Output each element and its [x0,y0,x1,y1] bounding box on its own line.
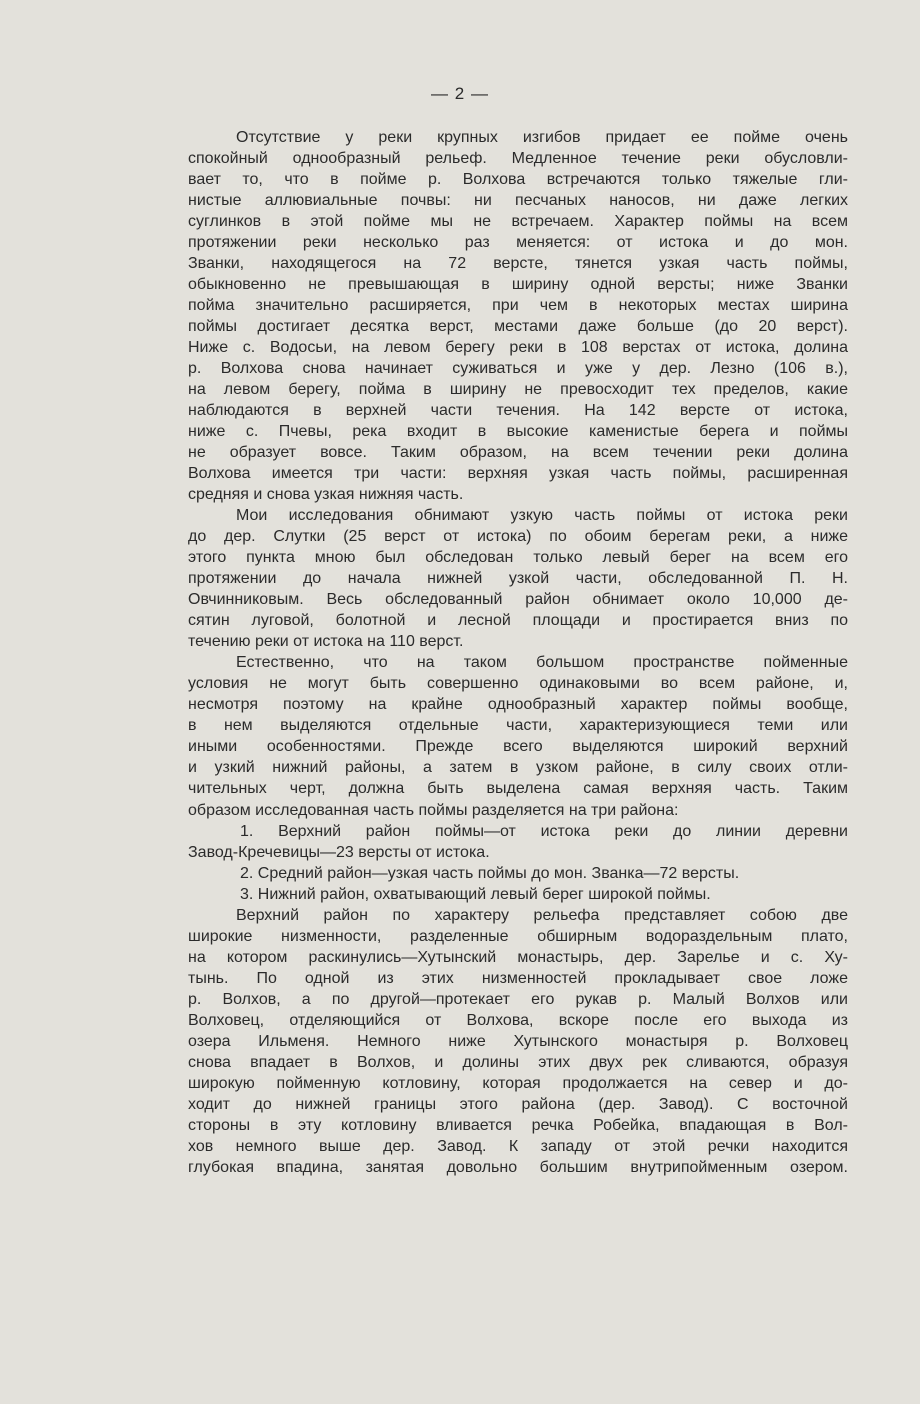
paragraph [188,505,848,652]
list-item [188,884,848,905]
paragraph [188,905,848,1178]
text-line: озера Ильменя. Немного ниже Хутынского монастыря р. Волховец [188,1032,848,1050]
text-line: Волхова имеется три части: верхняя узкая часть поймы, расширенная [188,465,848,483]
text-line: Естественно, что на таком большом пространстве пойменные [236,654,848,672]
paragraph [188,127,848,505]
text-line: спокойный однообразный рельеф. Медленное течение реки обусловли- [188,150,848,168]
text-line: пойма значительно расширяется, при чем в некоторых местах ширина [188,297,848,315]
list-item [188,821,848,863]
text-line: протяжении реки несколько раз меняется: от истока и до мон. [188,234,848,252]
text-line: протяжении до начала нижней узкой части, обследованной П. Н. [188,570,848,588]
page-number: — 2 — [431,84,489,103]
text-line: 1. Верхний район поймы—от истока реки до линии деревни [240,822,848,840]
text-line: Волховец, отделяющийся от Волхова, вскоре после его выхода из [188,1011,848,1029]
text-line: на котором раскинулись—Хутынский монастырь, дер. Зарелье и с. Ху- [188,948,848,966]
text-line: сятин луговой, болотной и лесной площади и простирается вниз по [188,612,848,630]
text-line: Завод-Кречевицы—23 версты от истока. [188,843,490,861]
text-line: и узкий нижний районы, а затем в узком районе, в силу своих отли- [188,759,848,777]
text-line: не образует вовсе. Таким образом, на всем течении реки долина [188,444,848,462]
text-line: в нем выделяются отдельные части, характеризующиеся теми или [188,717,848,735]
text-line: тынь. По одной из этих низменностей прокладывает свое ложе [188,969,848,987]
text-line: образом исследованная часть поймы разделяется на три района: [188,801,679,819]
text-line: наблюдаются в верхней части течения. На 142 версте от истока, [188,402,848,420]
text-line: широкие низменности, разделенные обширным водораздельным плато, [188,927,848,945]
text-line: снова впадает в Волхов, и долины этих двух рек сливаются, образуя [188,1053,848,1071]
document-body [188,127,848,1178]
text-line: поймы достигает десятка верст, местами даже больше (до 20 верст). [188,318,848,336]
text-line: Отсутствие у реки крупных изгибов придает ее пойме очень [236,129,848,146]
text-line: Ниже с. Водосьи, на левом берегу реки в 108 верстах от истока, долина [188,339,848,357]
text-line: 3. Нижний район, охватывающий левый берег широкой поймы. [240,885,711,903]
text-line: течению реки от истока на 110 верст. [188,633,464,651]
text-line: широкую пойменную котловину, которая продолжается на север и до- [188,1074,848,1092]
text-line: нистые аллювиальные почвы: ни песчаных наносов, ни даже легких [188,192,848,210]
text-line: р. Волхова снова начинает суживаться и уже у дер. Лезно (106 в.), [188,360,848,378]
text-line: стороны в эту котловину вливается речка Робейка, впадающая в Вол- [188,1116,848,1134]
text-line: ходит до нижней границы этого района (дер. Завод). С восточной [188,1095,848,1113]
text-line: иными особенностями. Прежде всего выделяются широкий верхний [188,738,848,756]
text-line: ниже с. Пчевы, река входит в высокие каменистые берега и поймы [188,423,848,441]
text-line: суглинков в этой пойме мы не встречаем. Характер поймы на всем [188,213,848,231]
text-line: средняя и снова узкая нижняя часть. [188,486,464,504]
text-line: до дер. Слутки (25 верст от истока) по обоим берегам реки, а ниже [188,528,848,546]
text-line: 2. Средний район—узкая часть поймы до мон. Званка—72 версты. [240,864,740,882]
text-line: чительных черт, должна быть выделена самая верхняя часть. Таким [188,780,848,798]
text-line: р. Волхов, а по другой—протекает его рукав р. Малый Волхов или [188,990,848,1008]
text-line: хов немного выше дер. Завод. К западу от этой речки находится [188,1137,848,1155]
text-line: несмотря поэтому на крайне однообразный характер поймы вообще, [188,696,848,714]
text-line: условия не могут быть совершенно одинаковыми во всем районе, и, [188,675,848,693]
list-item [188,863,848,884]
text-line: глубокая впадина, занятая довольно большим внутрипойменным озером. [188,1158,848,1176]
text-line: вает то, что в пойме р. Волхова встречаются только тяжелые гли- [188,171,848,189]
text-line: Званки, находящегося на 72 версте, тянется узкая часть поймы, [188,255,848,273]
text-line: этого пункта мною был обследован только левый берег на всем его [188,549,848,567]
text-line: Верхний район по характеру рельефа представляет собою две [236,906,848,924]
text-line: обыкновенно не превышающая в ширину одной версты; ниже Званки [188,276,848,294]
text-line: на левом берегу, пойма в ширину не превосходит тех пределов, какие [188,381,848,399]
text-line: Овчинниковым. Весь обследованный район обнимает около 10,000 де- [188,591,848,609]
text-line: Мои исследования обнимают узкую часть поймы от истока реки [236,507,848,525]
paragraph [188,652,848,820]
